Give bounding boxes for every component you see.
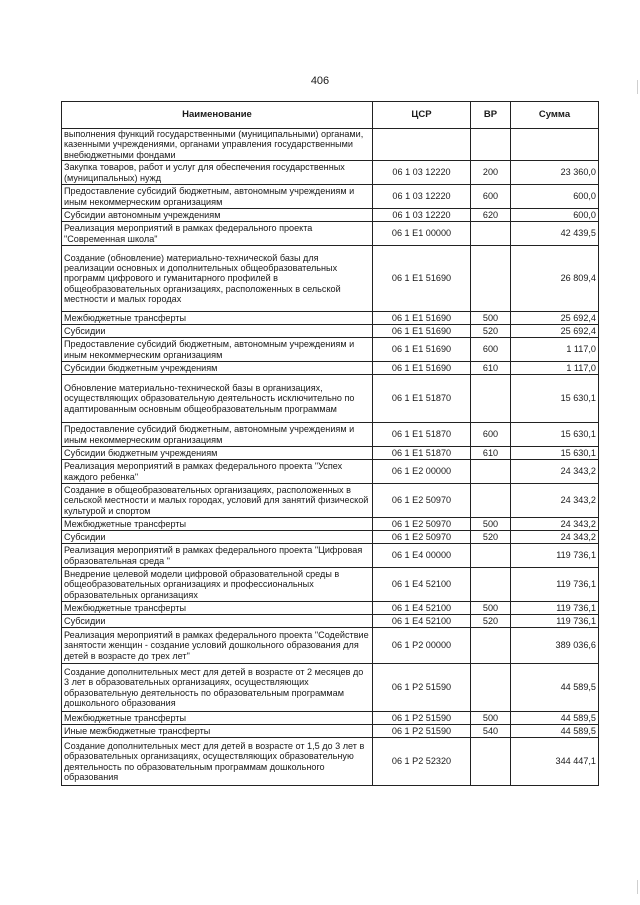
table-row	[62, 738, 599, 786]
cell-csr: 06 1 E2 50970	[373, 531, 471, 544]
cell-vr: 520	[471, 325, 511, 338]
cell-csr: 06 1 E1 51870	[373, 423, 471, 447]
cell-sum: 600,0	[511, 209, 599, 222]
cell-csr: 06 1 E4 52100	[373, 568, 471, 602]
cell-csr: 06 1 E1 51870	[373, 447, 471, 460]
cell-csr: 06 1 E4 52100	[373, 602, 471, 615]
cell-sum: 600,0	[511, 185, 599, 209]
cell-csr: 06 1 03 12220	[373, 209, 471, 222]
cell-name: Реализация мероприятий в рамках федерального проекта "Цифровая образовательная среда "	[62, 544, 373, 568]
cell-name: Внедрение целевой модели цифровой образовательной среды в общеобразовательных организациях и профессиональных образовательных организациях	[62, 568, 373, 602]
cell-name: Закупка товаров, работ и услуг для обеспечения государственных (муниципальных) нужд	[62, 161, 373, 185]
table-row	[62, 312, 599, 325]
cell-vr	[471, 129, 511, 161]
cell-csr: 06 1 E4 00000	[373, 544, 471, 568]
cell-name: Субсидии	[62, 325, 373, 338]
cell-name: Субсидии бюджетным учреждениям	[62, 447, 373, 460]
table-row	[62, 325, 599, 338]
cell-csr: 06 1 E1 51690	[373, 338, 471, 362]
table-row	[62, 725, 599, 738]
cell-sum	[511, 129, 599, 161]
cell-vr: 520	[471, 615, 511, 628]
cell-vr	[471, 484, 511, 518]
cell-sum: 119 736,1	[511, 544, 599, 568]
header-row	[62, 102, 599, 129]
cell-vr: 610	[471, 362, 511, 375]
cell-vr	[471, 222, 511, 246]
cell-csr: 06 1 P2 00000	[373, 628, 471, 664]
cell-csr: 06 1 03 12220	[373, 161, 471, 185]
table-row	[62, 531, 599, 544]
cell-vr: 500	[471, 312, 511, 325]
cell-csr: 06 1 P2 52320	[373, 738, 471, 786]
cell-vr: 500	[471, 602, 511, 615]
cell-sum: 119 736,1	[511, 602, 599, 615]
cell-csr: 06 1 E2 50970	[373, 518, 471, 531]
cell-csr: 06 1 E1 51690	[373, 362, 471, 375]
cell-name: Предоставление субсидий бюджетным, автономным учреждениям и иным некоммерческим организациям	[62, 423, 373, 447]
cell-vr: 500	[471, 712, 511, 725]
cell-name: выполнения функций государственными (муниципальными) органами, казенными учреждениями, органами управления государственными внебюджетными фондами	[62, 129, 373, 161]
cell-sum: 23 360,0	[511, 161, 599, 185]
table-row	[62, 423, 599, 447]
cell-vr	[471, 738, 511, 786]
margin-mark	[637, 80, 638, 94]
header-sum: Сумма	[511, 102, 599, 129]
cell-sum: 42 439,5	[511, 222, 599, 246]
cell-sum: 15 630,1	[511, 423, 599, 447]
table-row	[62, 375, 599, 423]
cell-name: Субсидии бюджетным учреждениям	[62, 362, 373, 375]
cell-vr: 540	[471, 725, 511, 738]
table-row	[62, 129, 599, 161]
cell-name: Субсидии	[62, 615, 373, 628]
cell-name: Реализация мероприятий в рамках федерального проекта "Содействие занятости женщин - создание условий дошкольного образования для детей в возрасте до трех лет"	[62, 628, 373, 664]
cell-vr: 600	[471, 185, 511, 209]
table-body	[62, 129, 599, 786]
cell-csr: 06 1 03 12220	[373, 185, 471, 209]
table-row	[62, 568, 599, 602]
cell-name: Субсидии автономным учреждениям	[62, 209, 373, 222]
cell-sum: 44 589,5	[511, 664, 599, 712]
cell-vr: 610	[471, 447, 511, 460]
cell-vr	[471, 460, 511, 484]
cell-name: Иные межбюджетные трансферты	[62, 725, 373, 738]
cell-name: Предоставление субсидий бюджетным, автономным учреждениям и иным некоммерческим организациям	[62, 185, 373, 209]
cell-vr: 600	[471, 423, 511, 447]
cell-name: Создание (обновление) материально-технической базы для реализации основных и дополнительных общеобразовательных программ цифрового и гуманитарного профилей в общеобразовательных организациях, расположенных в сельской местности и малых городах	[62, 246, 373, 312]
cell-sum: 119 736,1	[511, 568, 599, 602]
cell-csr: 06 1 P2 51590	[373, 664, 471, 712]
table-row	[62, 664, 599, 712]
cell-csr: 06 1 P2 51590	[373, 712, 471, 725]
cell-name: Межбюджетные трансферты	[62, 312, 373, 325]
cell-csr: 06 1 E2 50970	[373, 484, 471, 518]
cell-csr: 06 1 E1 00000	[373, 222, 471, 246]
cell-sum: 1 117,0	[511, 362, 599, 375]
cell-csr	[373, 129, 471, 161]
cell-name: Реализация мероприятий в рамках федерального проекта "Современная школа"	[62, 222, 373, 246]
cell-csr: 06 1 E1 51690	[373, 325, 471, 338]
cell-csr: 06 1 E2 00000	[373, 460, 471, 484]
cell-sum: 44 589,5	[511, 725, 599, 738]
cell-vr	[471, 664, 511, 712]
cell-sum: 119 736,1	[511, 615, 599, 628]
cell-sum: 24 343,2	[511, 460, 599, 484]
cell-vr: 600	[471, 338, 511, 362]
table-row	[62, 615, 599, 628]
cell-vr	[471, 568, 511, 602]
header-vr: ВР	[471, 102, 511, 129]
table-header	[62, 102, 599, 129]
table-row	[62, 222, 599, 246]
table-row	[62, 484, 599, 518]
cell-vr: 200	[471, 161, 511, 185]
cell-name: Межбюджетные трансферты	[62, 518, 373, 531]
cell-sum: 344 447,1	[511, 738, 599, 786]
cell-sum: 25 692,4	[511, 325, 599, 338]
cell-csr: 06 1 E1 51690	[373, 312, 471, 325]
cell-sum: 26 809,4	[511, 246, 599, 312]
table-row	[62, 362, 599, 375]
cell-csr: 06 1 E1 51690	[373, 246, 471, 312]
cell-vr: 520	[471, 531, 511, 544]
cell-vr	[471, 544, 511, 568]
cell-csr: 06 1 E4 52100	[373, 615, 471, 628]
cell-name: Создание в общеобразовательных организациях, расположенных в сельской местности и малых городах, условий для занятий физической культурой и спортом	[62, 484, 373, 518]
cell-sum: 25 692,4	[511, 312, 599, 325]
page-number: 406	[310, 75, 330, 87]
table-row	[62, 518, 599, 531]
cell-csr: 06 1 E1 51870	[373, 375, 471, 423]
cell-sum: 24 343,2	[511, 531, 599, 544]
cell-sum: 1 117,0	[511, 338, 599, 362]
table-row	[62, 602, 599, 615]
cell-name: Реализация мероприятий в рамках федерального проекта "Успех каждого ребенка"	[62, 460, 373, 484]
table-row	[62, 628, 599, 664]
cell-vr: 620	[471, 209, 511, 222]
cell-name: Предоставление субсидий бюджетным, автономным учреждениям и иным некоммерческим организациям	[62, 338, 373, 362]
cell-name: Межбюджетные трансферты	[62, 602, 373, 615]
cell-name: Обновление материально-технической базы в организациях, осуществляющих образовательную деятельность исключительно по адаптированным основным общеобразовательным программам	[62, 375, 373, 423]
cell-sum: 15 630,1	[511, 375, 599, 423]
cell-vr	[471, 375, 511, 423]
cell-csr: 06 1 P2 51590	[373, 725, 471, 738]
cell-sum: 24 343,2	[511, 484, 599, 518]
header-name: Наименование	[62, 102, 373, 129]
table-row	[62, 185, 599, 209]
cell-vr	[471, 246, 511, 312]
margin-mark	[637, 880, 638, 894]
table-row	[62, 447, 599, 460]
table-row	[62, 460, 599, 484]
cell-sum: 15 630,1	[511, 447, 599, 460]
cell-name: Создание дополнительных мест для детей в возрасте от 2 месяцев до 3 лет в образовательных организациях, осуществляющих образовательную деятельность по образовательным программам дошкольного образования	[62, 664, 373, 712]
cell-sum: 389 036,6	[511, 628, 599, 664]
cell-name: Межбюджетные трансферты	[62, 712, 373, 725]
cell-name: Субсидии	[62, 531, 373, 544]
table-row	[62, 544, 599, 568]
cell-sum: 24 343,2	[511, 518, 599, 531]
header-csr: ЦСР	[373, 102, 471, 129]
table-row	[62, 246, 599, 312]
cell-sum: 44 589,5	[511, 712, 599, 725]
table-row	[62, 338, 599, 362]
table-row	[62, 209, 599, 222]
table-row	[62, 161, 599, 185]
cell-vr: 500	[471, 518, 511, 531]
table-row	[62, 712, 599, 725]
cell-vr	[471, 628, 511, 664]
budget-table	[61, 101, 599, 786]
cell-name: Создание дополнительных мест для детей в возрасте от 1,5 до 3 лет в образовательных организациях, осуществляющих образовательную деятельность по образовательным программам дошкольного образования	[62, 738, 373, 786]
